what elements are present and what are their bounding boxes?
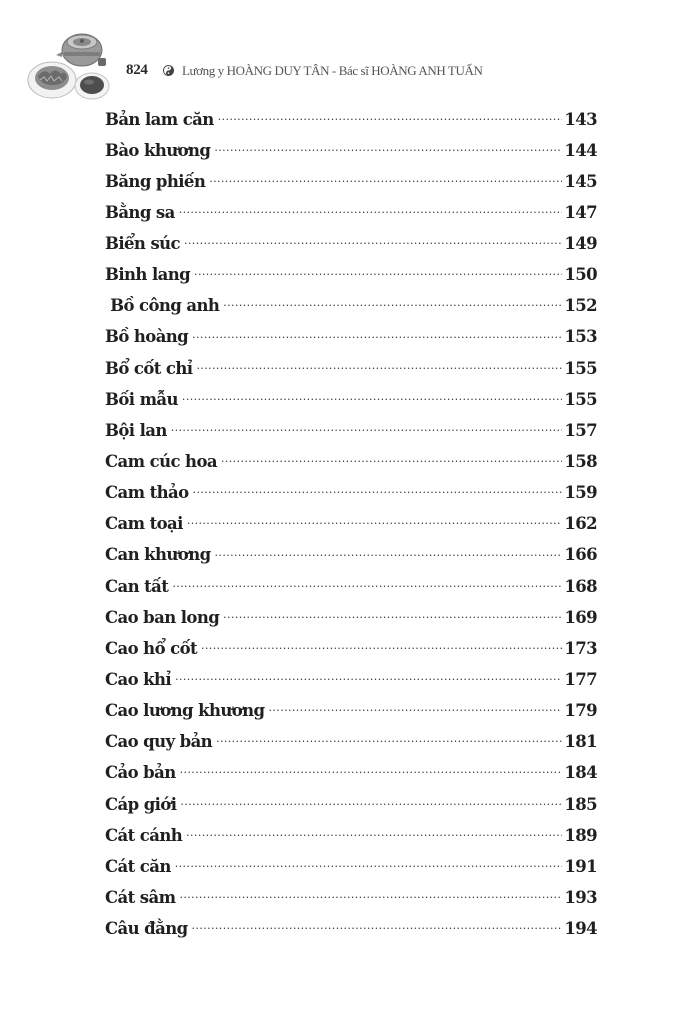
toc-entry-title: Can tất [105,576,169,596]
toc-entry-page: 162 [564,514,597,534]
toc-entry[interactable] [105,637,597,668]
toc-entry[interactable] [105,482,597,513]
toc-entry-page: 191 [564,856,597,876]
yin-yang-icon [163,65,174,76]
toc-entry-title: Can khương [105,545,211,565]
dot-leader [192,326,562,343]
toc-entry-page: 168 [564,576,597,596]
toc-entry-title: Binh lang [105,265,191,285]
toc-entry-title: Cát căn [105,856,171,876]
toc-entry-title: Bào khương [105,140,211,160]
dot-leader [214,139,562,156]
toc-entry-page: 181 [564,732,597,752]
toc-entry-title: Cam toại [105,514,183,534]
toc-entry-page: 149 [564,234,597,254]
toc-entry[interactable] [105,575,597,606]
dot-leader [193,482,563,499]
toc-entry[interactable] [105,824,597,855]
dot-leader [180,793,562,810]
toc-entry[interactable] [105,295,597,326]
running-title: Lương y HOÀNG DUY TÂN - Bác sĩ HOÀNG ANH TUẤN [182,63,483,78]
dot-leader [201,637,562,654]
toc-entry-title: Băng phiến [105,171,206,191]
dot-leader [215,544,563,561]
table-of-contents [105,108,597,949]
toc-entry-title: Biển súc [105,234,180,254]
toc-entry[interactable] [105,700,597,731]
toc-entry[interactable] [105,264,597,295]
toc-entry[interactable] [105,233,597,264]
toc-entry-title: Cao lương khương [105,701,265,721]
dot-leader [182,388,562,405]
toc-entry-page: 158 [564,452,597,472]
toc-entry[interactable] [105,388,597,419]
toc-entry[interactable] [105,606,597,637]
toc-entry-page: 147 [564,202,597,222]
toc-entry[interactable] [105,326,597,357]
toc-entry[interactable] [105,855,597,886]
dot-leader [179,887,562,904]
toc-entry[interactable] [105,108,597,139]
page-number: 824 [126,62,148,78]
toc-entry-title: Cam thảo [105,483,189,503]
toc-entry-page: 194 [564,919,597,939]
dot-leader [192,918,563,935]
dot-leader [175,855,563,872]
herbal-medicine-illustration-icon [26,28,122,104]
toc-entry[interactable] [105,357,597,388]
dot-leader [194,264,562,281]
toc-entry-page: 152 [564,296,597,316]
toc-entry-page: 185 [564,794,597,814]
page-header [0,0,680,110]
dot-leader [184,233,562,250]
dot-leader [209,170,562,187]
toc-entry-title: Cao hổ cốt [105,638,197,658]
toc-entry-title: Cao khỉ [105,670,172,690]
toc-entry[interactable] [105,139,597,170]
toc-entry-title: Bổ cốt chỉ [105,358,193,378]
dot-leader [180,762,563,779]
toc-entry-page: 169 [564,607,597,627]
dot-leader [171,419,563,436]
toc-entry-title: Bằng sa [105,202,175,222]
toc-entry-page: 179 [564,701,597,721]
toc-entry-title: Cam cúc hoa [105,452,217,472]
toc-entry[interactable] [105,669,597,700]
toc-entry-page: 150 [564,265,597,285]
toc-entry-page: 177 [564,670,597,690]
toc-entry-page: 155 [564,389,597,409]
toc-entry[interactable] [105,918,597,949]
toc-entry-page: 173 [564,638,597,658]
toc-entry-title: Bồ hoàng [105,327,189,347]
dot-leader [221,451,562,468]
toc-entry-page: 153 [564,327,597,347]
toc-entry-title: Câu đằng [105,919,188,939]
toc-entry[interactable] [105,544,597,575]
toc-entry-title: Cát cánh [105,825,183,845]
dot-leader [223,295,562,312]
toc-entry-page: 166 [564,545,597,565]
toc-entry-title: Cảo bản [105,763,176,783]
toc-entry-title: Bồ công anh [105,296,220,316]
dot-leader [175,669,562,686]
dot-leader [186,824,562,841]
toc-entry-page: 189 [564,825,597,845]
toc-entry-title: Cáp giới [105,794,177,814]
toc-entry-page: 193 [564,888,597,908]
toc-entry[interactable] [105,201,597,232]
toc-entry-title: Cao ban long [105,607,220,627]
dot-leader [223,606,562,623]
toc-entry[interactable] [105,731,597,762]
toc-entry[interactable] [105,451,597,482]
dot-leader [218,108,563,125]
toc-entry-page: 143 [564,109,597,129]
toc-entry[interactable] [105,170,597,201]
dot-leader [196,357,562,374]
toc-entry-title: Bản lam căn [105,109,214,129]
toc-entry-page: 159 [564,483,597,503]
toc-entry[interactable] [105,887,597,918]
toc-entry[interactable] [105,793,597,824]
toc-entry[interactable] [105,419,597,450]
dot-leader [172,575,562,592]
toc-entry-page: 145 [564,171,597,191]
toc-entry-title: Cao quy bản [105,732,213,752]
dot-leader [179,201,563,218]
dot-leader [187,513,563,530]
toc-entry[interactable] [105,513,597,544]
dot-leader [269,700,563,717]
toc-entry-page: 155 [564,358,597,378]
toc-entry-page: 144 [564,140,597,160]
toc-entry-title: Bội lan [105,420,167,440]
toc-entry[interactable] [105,762,597,793]
toc-entry-title: Bối mẫu [105,389,178,409]
dot-leader [216,731,562,748]
toc-entry-title: Cát sâm [105,888,176,908]
toc-entry-page: 157 [564,420,597,440]
toc-entry-page: 184 [564,763,597,783]
